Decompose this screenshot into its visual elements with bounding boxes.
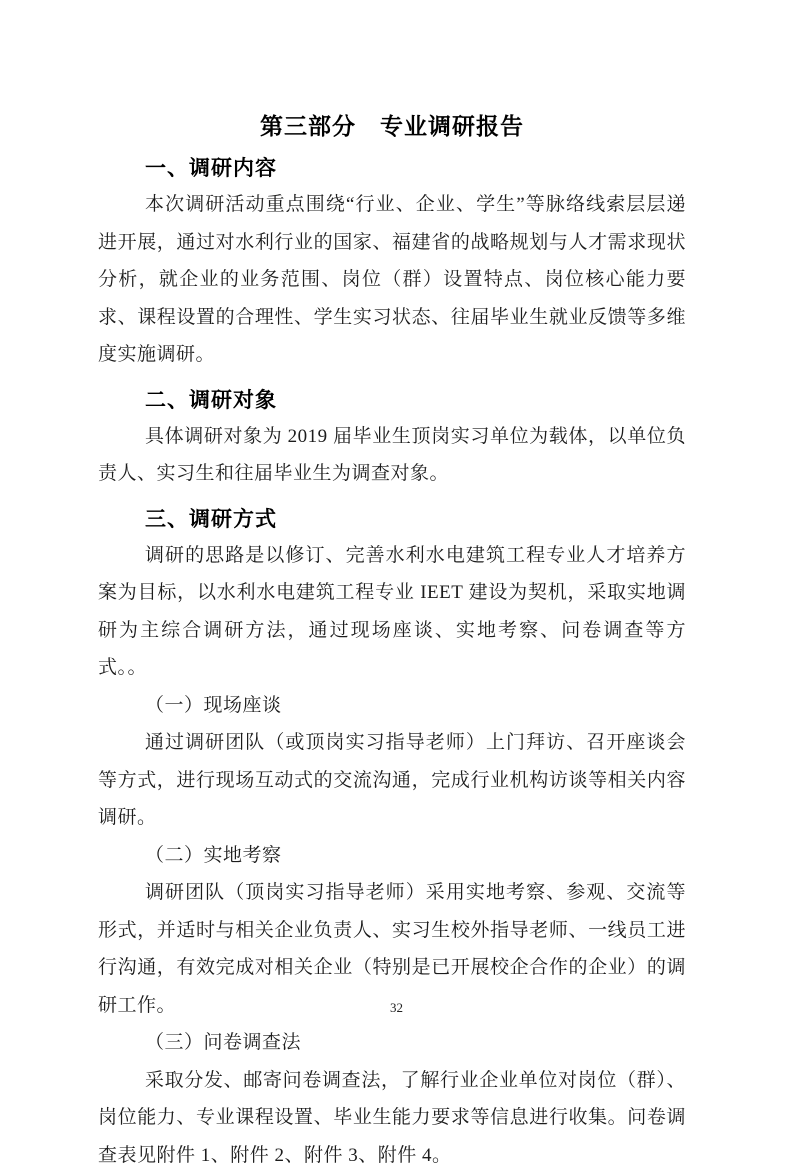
section-heading-research-methods: 三、调研方式 [145, 505, 686, 535]
paragraph-onsite-discussion: 通过调研团队（或顶岗实习指导老师）上门拜访、召开座谈会等方式，进行现场互动式的交流沟通，完成行业机构访谈等相关内容调研。 [98, 724, 686, 837]
subsection-label-questionnaire: （三）问卷调查法 [98, 1024, 686, 1062]
paragraph-research-methods-intro: 调研的思路是以修订、完善水利水电建筑工程专业人才培养方案为目标，以水利水电建筑工程专业 IEET 建设为契机，采取实地调研为主综合调研方法，通过现场座谈、实地考察、问卷调查等方式。。 [98, 537, 686, 687]
subsection-label-onsite-discussion: （一）现场座谈 [98, 687, 686, 725]
page-title: 第三部分 专业调研报告 [98, 110, 686, 142]
paragraph-field-visit: 调研团队（顶岗实习指导老师）采用实地考察、参观、交流等形式，并适时与相关企业负责人、实习生校外指导老师、一线员工进行沟通，有效完成对相关企业（特别是已开展校企合作的企业）的调研工作。 [98, 874, 686, 1024]
page-number: 32 [0, 1000, 793, 1016]
paragraph-questionnaire: 采取分发、邮寄问卷调查法，了解行业企业单位对岗位（群）、岗位能力、专业课程设置、毕业生能力要求等信息进行收集。问卷调查表见附件 1、附件 2、附件 3、附件 4。 [98, 1062, 686, 1174]
section-heading-research-content: 一、调研内容 [145, 154, 686, 184]
paragraph-research-content: 本次调研活动重点围绕“行业、企业、学生”等脉络线索层层递进开展，通过对水利行业的国家、福建省的战略规划与人才需求现状分析，就企业的业务范围、岗位（群）设置特点、岗位核心能力要求、课程设置的合理性、学生实习状态、往届毕业生就业反馈等多维度实施调研。 [98, 186, 686, 374]
paragraph-research-subjects: 具体调研对象为 2019 届毕业生顶岗实习单位为载体，以单位负责人、实习生和往届毕业生为调查对象。 [98, 418, 686, 493]
section-heading-research-subjects: 二、调研对象 [145, 386, 686, 416]
subsection-label-field-visit: （二）实地考察 [98, 837, 686, 875]
